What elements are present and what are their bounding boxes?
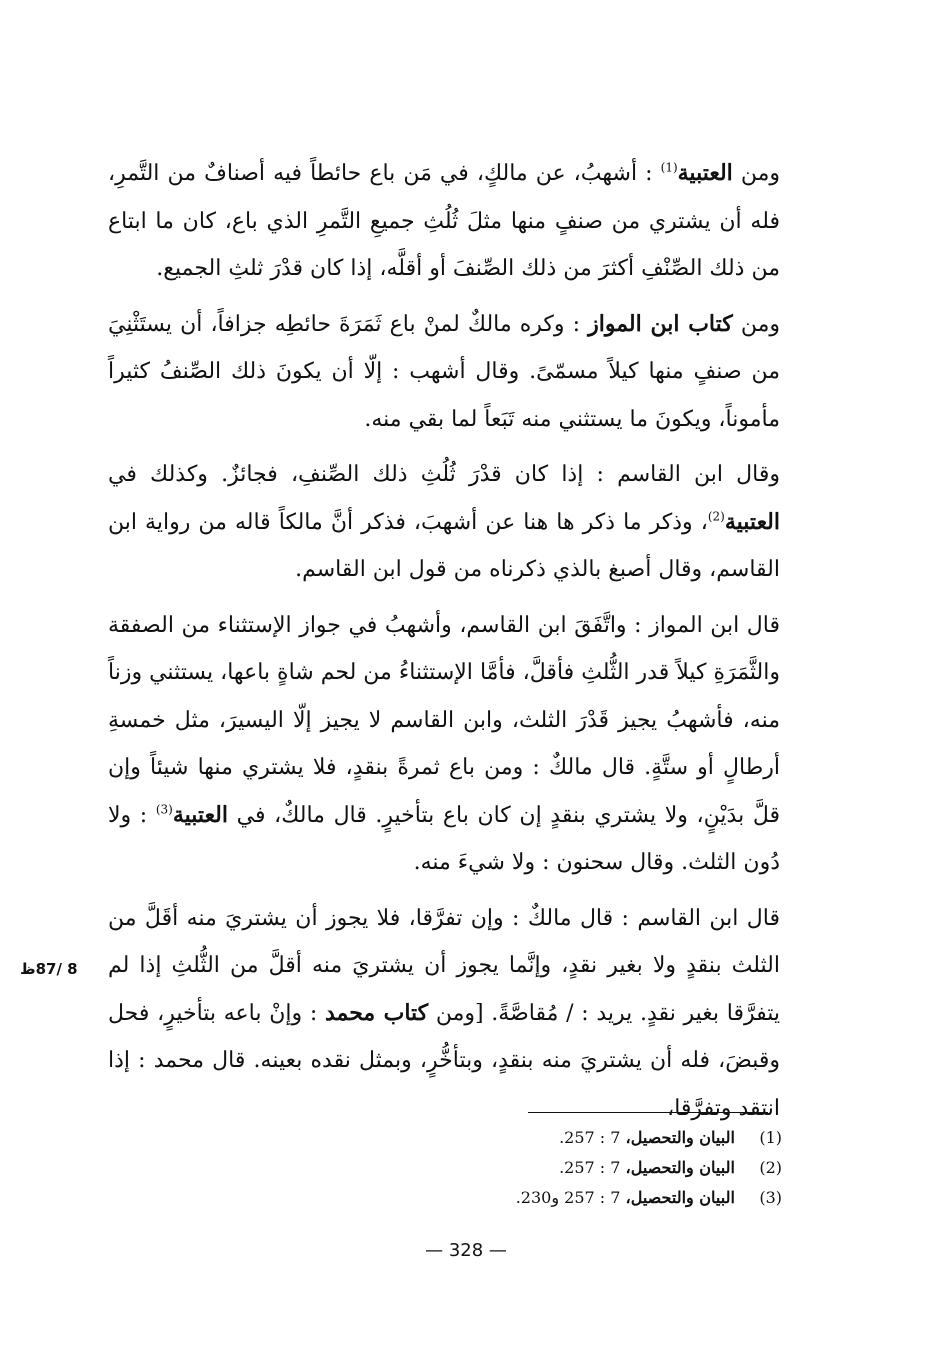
footnote-number: (2) bbox=[759, 1158, 782, 1177]
source-title: العتبية bbox=[677, 160, 733, 186]
paragraph-text: ومن bbox=[732, 311, 780, 337]
footnote-reference: 7 : 257. bbox=[559, 1158, 621, 1177]
footnote-source: البيان والتحصيل، bbox=[625, 1188, 735, 1207]
body-paragraph bbox=[108, 895, 780, 1133]
body-paragraph bbox=[108, 451, 780, 594]
footnote-number: (1) bbox=[759, 1128, 782, 1147]
paragraph-text: : ولا دُون الثلث. وقال سحنون : ولا شيءَ منه. bbox=[108, 802, 780, 875]
footnote-1 bbox=[516, 1123, 782, 1153]
footnote-2 bbox=[516, 1153, 782, 1183]
footnote-number: (3) bbox=[759, 1188, 782, 1207]
main-text bbox=[108, 150, 780, 1140]
paragraph-text: قال ابن المواز : واتَّفَقَ ابن القاسم، وأشهبُ في جواز الإستثناء من الصفقة والثَّمَرَةِ كيلاً قدر الثُّلثِ فأقلَّ، فأمَّا الإستثناءُ من لحم شاةٍ باعها، يستثني وزناً منه، فأشهبُ يجيز قَدْرَ الثلث، وابن القاسم لا يجيز إلّا اليسيرَ، مثل خمسةِ أرطالٍ أو ستَّةٍ. قال مالكٌ : ومن باع ثمرةً بنقدٍ، فلا يشتري منها شيئاً وإن قلَّ بدَيْنٍ، ولا يشتري بنقدٍ إن كان باع بتأخيرٍ. قال مالكٌ، في bbox=[108, 612, 780, 828]
paragraph-text: : وإنْ باعه بتأخيرٍ، فحل وقبضَ، فله أن يشتريَ منه بنقدٍ، وبتأخُّرٍ، وبمثل نقده بعينه. قال محمد : إذا انتقد وتفرَّقا، bbox=[108, 1000, 780, 1121]
footnote-reference: 7 : 257 و230. bbox=[515, 1188, 621, 1207]
paragraph-text: وقال ابن القاسم : إذا كان قدْرَ ثُلُثِ ذلك الصِّنفِ، فجائزٌ. وكذلك في bbox=[108, 462, 780, 487]
page-number: — 328 — bbox=[425, 1240, 507, 1261]
footnotes bbox=[516, 1123, 782, 1213]
paragraph-text: : أشهبُ، عن مالكٍ، في مَن باع حائطاً فيه أصنافٌ من التَّمرِ، فله أن يشتري من صنفٍ منها مثلَ ثُلُثِ جميعِ التَّمرِ الذي باع، كان ما ابتاع من ذلك الصِّنْفِ أكثرَ من ذلك الصِّنفَ أو أقلَّه، إذا كان قدْرَ ثلثِ الجميع. bbox=[108, 161, 780, 281]
body-paragraph bbox=[108, 150, 780, 293]
paragraph-text: ، وذكر ما ذكر ها هنا عن أشهبَ، فذكر أنَّ مالكاً قاله من رواية ابن القاسم، وقال أصبغ بالذي ذكرناه من قول ابن القاسم. bbox=[108, 509, 780, 582]
paragraph-text: ومن bbox=[732, 161, 780, 186]
source-title: العتبية bbox=[724, 508, 780, 535]
body-paragraph bbox=[108, 602, 780, 887]
footnote-reference: 7 : 257. bbox=[559, 1128, 621, 1147]
footnote-marker: (3) bbox=[155, 802, 173, 817]
paragraph-text: قال ابن القاسم : قال مالكٌ : وإن تفرَّقا، فلا يجوز أن يشتريَ منه أقَلَّ من الثلث بنقدٍ ولا بغير نقدٍ، وإنَّما يجوز أن يشتريَ منه أقلَّ من الثُّلثِ إذا لم يتفرَّقا بغير نقدٍ. يريد : / مُقاصَّةً. [ومن bbox=[108, 905, 781, 1026]
footnote-source: البيان والتحصيل، bbox=[625, 1158, 735, 1177]
footnote-3 bbox=[516, 1183, 782, 1213]
source-title: كتاب ابن المواز bbox=[588, 310, 733, 337]
footnote-separator bbox=[528, 1112, 768, 1113]
margin-folio-note: 8 /87ظ bbox=[20, 960, 78, 978]
footnote-source: البيان والتحصيل، bbox=[625, 1128, 735, 1147]
footnote-marker: (1) bbox=[660, 160, 678, 175]
source-title: العتبية bbox=[172, 801, 228, 828]
body-paragraph bbox=[108, 301, 780, 444]
source-title: كتاب محمد bbox=[324, 999, 429, 1026]
paragraph-text: : وكره مالكٌ لمنْ باع ثَمَرَةَ حائطِه جزافاً، أن يستَثْنِيَ من صنفٍ منها كيلاً مسمّىً. وقال أشهب : إلّا أن يكونَ ذلك الصِّنفُ كثيراً مأموناً، ويكونَ ما يستثني منه تَبَعاً لما بقي منه. bbox=[108, 311, 780, 432]
footnote-marker: (2) bbox=[707, 509, 725, 524]
